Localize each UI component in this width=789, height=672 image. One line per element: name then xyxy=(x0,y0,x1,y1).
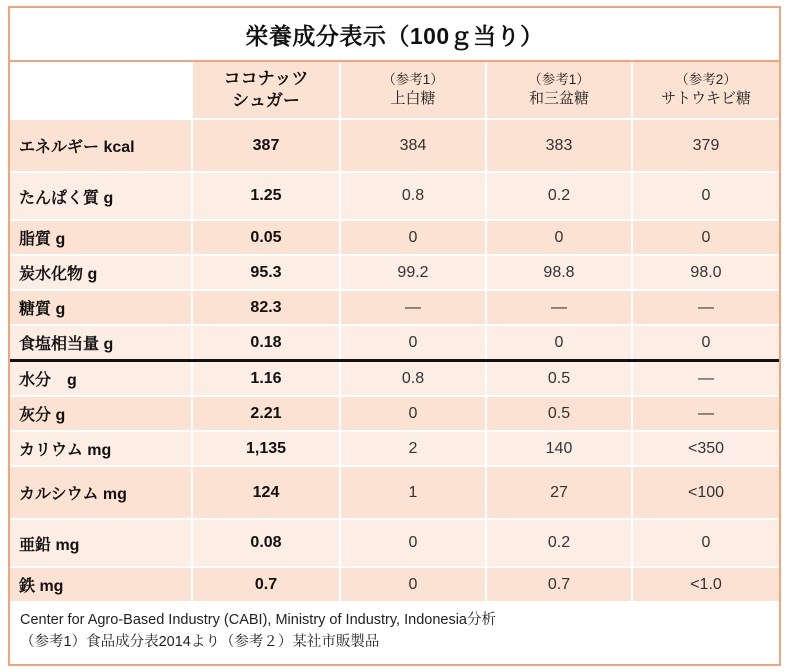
cell-zinc-wasanbon: 0.2 xyxy=(486,519,632,567)
table-row xyxy=(10,172,779,220)
row-label-sugar: 糖質 g xyxy=(10,290,192,325)
header-ref1-note-a: （参考1） xyxy=(382,71,444,87)
cell-carbs-coconut: 95.3 xyxy=(192,255,340,290)
cell-potassium-wasanbon: 140 xyxy=(486,431,632,466)
cell-fat-joehakuto: 0 xyxy=(340,220,486,255)
cell-fat-wasanbon: 0 xyxy=(486,220,632,255)
cell-sugar-wasanbon: — xyxy=(486,290,632,325)
table-row xyxy=(10,466,779,519)
cell-sugar-joehakuto: — xyxy=(340,290,486,325)
table-row xyxy=(10,119,779,172)
header-ref2-name: サトウキビ糖 xyxy=(660,89,751,107)
nutrition-card xyxy=(8,6,781,666)
cell-carbs-wasanbon: 98.8 xyxy=(486,255,632,290)
cell-salt-wasanbon: 0 xyxy=(486,325,632,361)
header-cell-blank xyxy=(10,62,192,119)
row-label-protein: たんぱく質 g xyxy=(10,172,192,220)
cell-potassium-coconut: 1,135 xyxy=(192,431,340,466)
nutrition-table xyxy=(10,62,779,603)
row-label-calcium: カルシウム mg xyxy=(10,466,192,519)
cell-calcium-coconut: 124 xyxy=(192,466,340,519)
cell-moisture-wasanbon: 0.5 xyxy=(486,361,632,397)
header-ref1-name-b: 和三盆糖 xyxy=(528,89,589,107)
footnote-references: （参考1）食品成分表2014より（参考２）某社市販製品 xyxy=(20,633,380,650)
table-row xyxy=(10,519,779,567)
cell-energy-satoukibito: 379 xyxy=(632,119,779,172)
cell-iron-wasanbon: 0.7 xyxy=(486,567,632,602)
header-coconut-line1: ココナッツ xyxy=(223,68,309,88)
header-ref2-note: （参考2） xyxy=(675,71,737,87)
header-coconut-line2: シュガー xyxy=(232,91,300,110)
header-cell-coconut-sugar xyxy=(192,62,340,119)
footnote-source: Center for Agro-Based Industry (CABI), Ministry of Industry, Indonesia分析 xyxy=(20,612,497,628)
row-label-iron: 鉄 mg xyxy=(10,567,192,602)
cell-protein-satoukibito: 0 xyxy=(632,172,779,220)
table-row xyxy=(10,361,779,397)
cell-ash-satoukibito: — xyxy=(632,396,779,431)
table-row xyxy=(10,255,779,290)
cell-carbs-satoukibito: 98.0 xyxy=(632,255,779,290)
table-header-row xyxy=(10,62,779,119)
table-row xyxy=(10,325,779,361)
cell-calcium-joehakuto: 1 xyxy=(340,466,486,519)
cell-moisture-satoukibito: — xyxy=(632,361,779,397)
table-row xyxy=(10,396,779,431)
cell-moisture-joehakuto: 0.8 xyxy=(340,361,486,397)
footnotes xyxy=(10,603,779,664)
cell-energy-wasanbon: 383 xyxy=(486,119,632,172)
cell-fat-coconut: 0.05 xyxy=(192,220,340,255)
cell-salt-joehakuto: 0 xyxy=(340,325,486,361)
cell-sugar-satoukibito: — xyxy=(632,290,779,325)
row-label-ash: 灰分 g xyxy=(10,396,192,431)
row-label-salt: 食塩相当量 g xyxy=(10,325,192,361)
cell-zinc-joehakuto: 0 xyxy=(340,519,486,567)
title-bar xyxy=(10,8,779,62)
cell-salt-satoukibito: 0 xyxy=(632,325,779,361)
page-title: 栄養成分表示（100ｇ当り） xyxy=(245,22,544,49)
cell-fat-satoukibito: 0 xyxy=(632,220,779,255)
cell-iron-coconut: 0.7 xyxy=(192,567,340,602)
cell-calcium-wasanbon: 27 xyxy=(486,466,632,519)
cell-zinc-satoukibito: 0 xyxy=(632,519,779,567)
row-label-energy: エネルギー kcal xyxy=(10,119,192,172)
row-label-moisture: 水分 g xyxy=(10,361,192,397)
cell-potassium-satoukibito: <350 xyxy=(632,431,779,466)
row-label-fat: 脂質 g xyxy=(10,220,192,255)
header-ref1-name-a: 上白糖 xyxy=(390,89,436,107)
cell-calcium-satoukibito: <100 xyxy=(632,466,779,519)
cell-ash-coconut: 2.21 xyxy=(192,396,340,431)
cell-energy-coconut: 387 xyxy=(192,119,340,172)
table-body xyxy=(10,119,779,602)
cell-salt-coconut: 0.18 xyxy=(192,325,340,361)
cell-potassium-joehakuto: 2 xyxy=(340,431,486,466)
cell-protein-wasanbon: 0.2 xyxy=(486,172,632,220)
cell-ash-joehakuto: 0 xyxy=(340,396,486,431)
header-cell-satoukibito xyxy=(632,62,779,119)
table-row xyxy=(10,431,779,466)
cell-ash-wasanbon: 0.5 xyxy=(486,396,632,431)
cell-protein-joehakuto: 0.8 xyxy=(340,172,486,220)
row-label-potassium: カリウム mg xyxy=(10,431,192,466)
header-ref1-note-b: （参考1） xyxy=(528,71,590,87)
table-row xyxy=(10,220,779,255)
row-label-carbs: 炭水化物 g xyxy=(10,255,192,290)
header-cell-joehakuto xyxy=(340,62,486,119)
cell-iron-joehakuto: 0 xyxy=(340,567,486,602)
cell-iron-satoukibito: <1.0 xyxy=(632,567,779,602)
table-row xyxy=(10,567,779,602)
cell-protein-coconut: 1.25 xyxy=(192,172,340,220)
cell-energy-joehakuto: 384 xyxy=(340,119,486,172)
cell-sugar-coconut: 82.3 xyxy=(192,290,340,325)
cell-zinc-coconut: 0.08 xyxy=(192,519,340,567)
cell-carbs-joehakuto: 99.2 xyxy=(340,255,486,290)
header-cell-wasanbon xyxy=(486,62,632,119)
table-row xyxy=(10,290,779,325)
cell-moisture-coconut: 1.16 xyxy=(192,361,340,397)
row-label-zinc: 亜鉛 mg xyxy=(10,519,192,567)
